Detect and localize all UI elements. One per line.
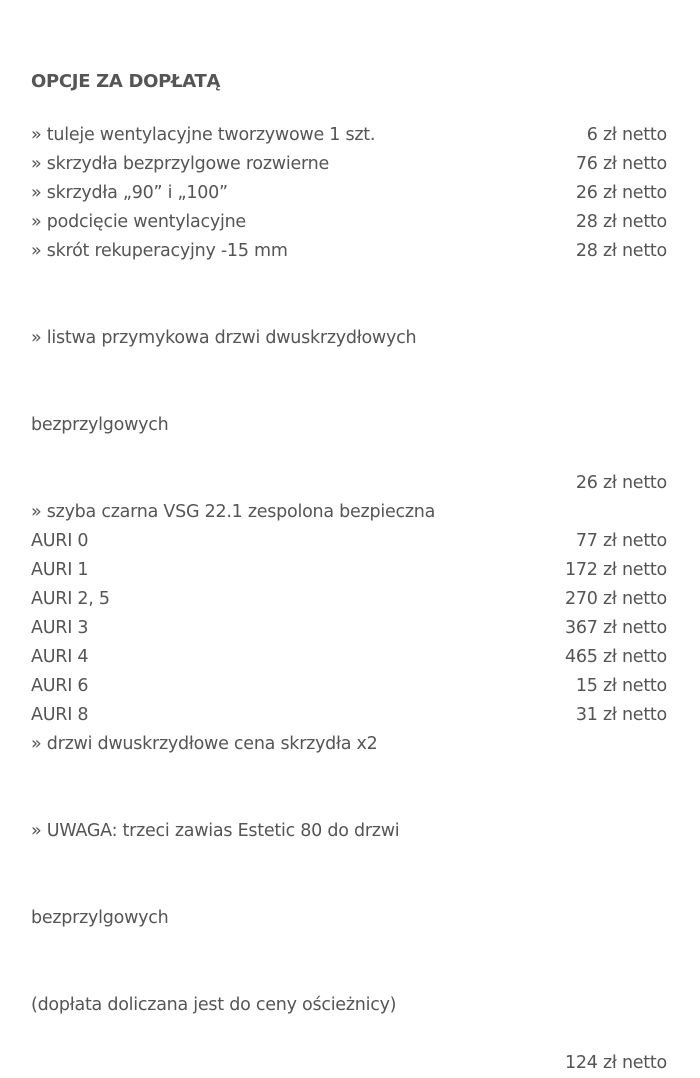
option-label: » skrzydła bezprzylgowe rozwierne	[31, 154, 329, 174]
option-label: AURI 0	[31, 531, 89, 551]
option-price: 28 zł netto	[575, 212, 667, 232]
price-row	[31, 527, 667, 556]
price-row	[31, 672, 667, 701]
price-row	[31, 614, 667, 643]
option-label: AURI 1	[31, 560, 89, 580]
price-list	[31, 121, 667, 1078]
price-row	[31, 150, 667, 179]
price-row	[31, 701, 667, 730]
option-label	[31, 266, 564, 498]
price-row	[31, 730, 667, 759]
price-row	[31, 208, 667, 237]
option-label: » skrzydła „90” i „100”	[31, 183, 228, 203]
option-price: 172 zł netto	[565, 560, 667, 580]
option-label-line: » UWAGA: trzeci zawias Estetic 80 do drzwi	[31, 821, 400, 841]
option-label: » podcięcie wentylacyjne	[31, 212, 246, 232]
option-price: 26 zł netto	[575, 473, 667, 493]
option-label: AURI 6	[31, 676, 89, 696]
option-price: 15 zł netto	[575, 676, 667, 696]
price-row	[31, 266, 667, 498]
price-row	[31, 643, 667, 672]
option-label: AURI 4	[31, 647, 89, 667]
option-label: AURI 3	[31, 618, 89, 638]
option-label: » drzwi dwuskrzydłowe cena skrzydła x2	[31, 734, 378, 754]
option-label: AURI 8	[31, 705, 89, 725]
option-price: 28 zł netto	[575, 241, 667, 261]
option-label: » skrót rekuperacyjny -15 mm	[31, 241, 288, 261]
price-row	[31, 121, 667, 150]
option-price: 77 zł netto	[575, 531, 667, 551]
option-price: 76 zł netto	[575, 154, 667, 174]
option-label-line: (dopłata doliczana jest do ceny ościeżnicy)	[31, 995, 397, 1015]
option-price: 124 zł netto	[565, 1053, 667, 1073]
option-label	[31, 759, 553, 1078]
price-row	[31, 585, 667, 614]
option-label: » szyba czarna VSG 22.1 zespolona bezpieczna	[31, 502, 436, 522]
option-price: 26 zł netto	[575, 183, 667, 203]
surcharge-options-section	[31, 68, 667, 1078]
option-price: 367 zł netto	[565, 618, 667, 638]
option-label: AURI 2, 5	[31, 589, 110, 609]
option-label-line: bezprzylgowych	[31, 415, 169, 435]
price-row	[31, 556, 667, 585]
price-row	[31, 237, 667, 266]
option-label: » tuleje wentylacyjne tworzywowe 1 szt.	[31, 125, 376, 145]
option-price: 270 zł netto	[565, 589, 667, 609]
section-title: OPCJE ZA DOPŁATĄ	[31, 71, 221, 92]
option-price: 465 zł netto	[565, 647, 667, 667]
option-price: 6 zł netto	[586, 125, 667, 145]
option-label-line: bezprzylgowych	[31, 908, 169, 928]
option-price: 31 zł netto	[575, 705, 667, 725]
price-row	[31, 498, 667, 527]
price-row	[31, 759, 667, 1078]
option-label-line: » listwa przymykowa drzwi dwuskrzydłowych	[31, 328, 417, 348]
price-row	[31, 179, 667, 208]
